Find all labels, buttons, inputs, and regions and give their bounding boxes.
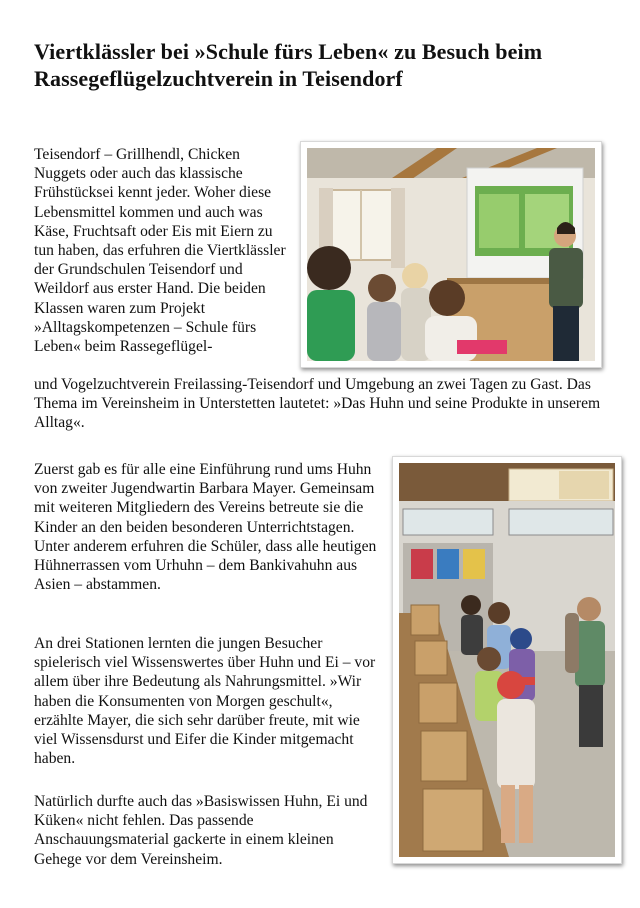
classroom-photo-illustration bbox=[307, 148, 595, 361]
article-paragraph-3: An drei Stationen lernten die jungen Besucher spielerisch viel Wissenswertes über Huhn und Ei – vor allem über ihre Bedeutung als Nahrungsmittel. »Wir haben die Konsumenten von Morgen geschult«, erzählte Mayer, die sich sehr darüber freute, mit wie viel Wissensdurst und Eifer die Kinder mitgemacht haben. bbox=[34, 635, 376, 768]
article-paragraph-1: Teisendorf – Grillhendl, Chicken Nuggets oder auch das klassische Frühstücksei kennt jeder. Woher diese Lebensmittel kommen und auch was Käse, Fruchtsaft oder Eis mit Eiern zu tun haben, das erfuhren die Viertklässler der Grundschulen Teisendorf und Weildorf aus erster Hand. Die beiden Klassen waren zum Projekt »Alltagskompetenzen – Schule fürs Leben« beim Rassegeflügel- bbox=[34, 146, 286, 356]
egg-stations-photo bbox=[392, 456, 622, 864]
stations-photo-illustration bbox=[399, 463, 615, 857]
article-headline: Viertklässler bei »Schule fürs Leben« zu Besuch beim Rassegeflügelzuchtverein in Teisendorf bbox=[34, 39, 543, 91]
article-paragraph-4: Natürlich durfte auch das »Basiswissen Huhn, Ei und Küken« nicht fehlen. Das passende Anschauungsmaterial gackerte in einem kleinen Gehege vor dem Vereinsheim. bbox=[34, 793, 368, 868]
article-paragraph-2: Zuerst gab es für alle eine Einführung rund ums Huhn von zweiter Jugendwartin Barbara Mayer. Gemeinsam mit weiteren Mitgliedern des Vereins betreute sie die Kinder an den beiden besonderen Unterrichtstagen. Unter anderem erfuhren die Schüler, dass alle heutigen Hühnerrassen vom Urhuhn – dem Bankivahuhn aus Asien – abstammen. bbox=[34, 461, 377, 594]
article-paragraph-1-continued: und Vogelzuchtverein Freilassing-Teisendorf und Umgebung an zwei Tagen zu Gast. Das Thema im Vereinsheim in Unterstetten lautetet: »Das Huhn und seine Produkte in unserem Alltag«. bbox=[34, 376, 601, 432]
classroom-presentation-photo bbox=[300, 141, 602, 368]
